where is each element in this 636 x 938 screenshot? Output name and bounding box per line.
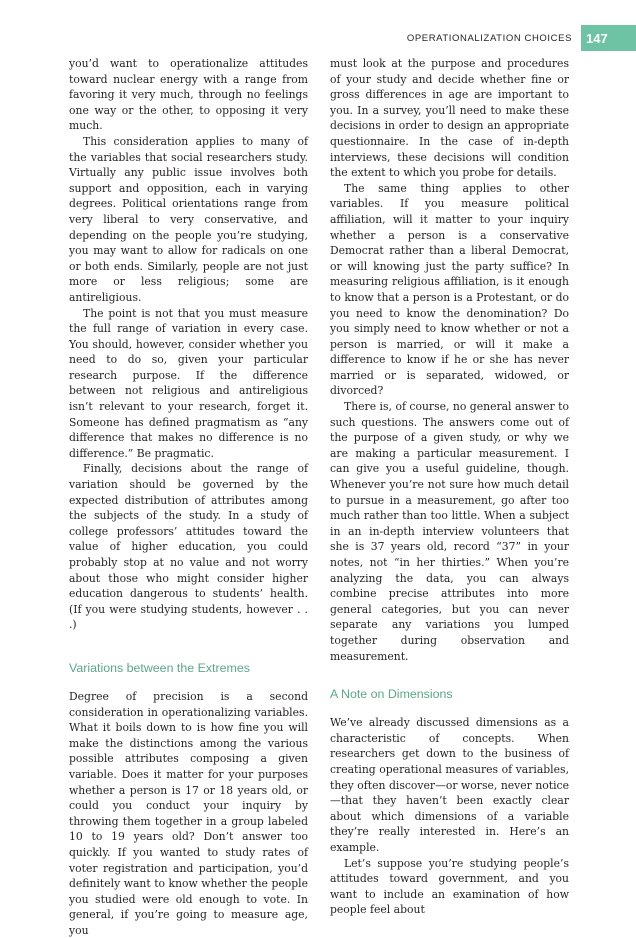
right-column (330, 56, 569, 918)
paragraph: The point is not that you must measure the full range of variation in every case. You should, however, consider whether you need to do so, given your particular research purpose. If the difference between not religious and antireligious isn’t relevant to your research, forget it. Someone has defined pragmatism as “any difference that makes no difference is no difference.” Be pragmatic. (69, 306, 308, 460)
page-header (407, 25, 636, 51)
paragraph: We’ve already discussed dimensions as a characteristic of concepts. When researchers get down to the business of creating operational measures of variables, they often discover—or worse, never notice—that they haven’t been exactly clear about which dimensions of a variable they’re really interested in. Here’s an example. (330, 716, 569, 854)
page-number: 147 (581, 25, 636, 51)
paragraph: must look at the purpose and procedures of your study and decide whether fine or gross differences in age are important to you. In a survey, you’ll need to make these decisions in order to design an appropriate questionnaire. In the case of in-depth interviews, these decisions will condition the extent to which you probe for details. (330, 57, 569, 180)
paragraph: The same thing applies to other variables. If you measure political affiliation, will it matter to your inquiry whether a person is a conservative Democrat rather than a liberal Democrat, or will knowing just the party suffice? In measuring religious affiliation, is it enough to know that a person is a Protestant, or do you need to know the denomination? Do you simply need to know whether or not a person is married, or will it make a difference to know if he or she has never married or is separated, widowed, or divorced? (330, 181, 569, 398)
paragraph: This consideration applies to many of the variables that social researchers study. Virtually any public issue involves both support and opposition, each in varying degrees. Political orientations range from very liberal to very conservative, and depending on the people you’re studying, you may want to allow for radicals on one or both ends. Similarly, people are not just more or less religious; some are antireligious. (69, 134, 308, 304)
left-column (69, 56, 308, 938)
paragraph: Degree of precision is a second consideration in operationalizing variables. What it boils down to is how fine you will make the distinctions among the various possible attributes composing a given variable. Does it matter for your purposes whether a person is 17 or 18 years old, or could you conduct your inquiry by throwing them together in a group labeled 10 to 19 years old? Don’t answer too quickly. If you wanted to study rates of voter registration and participation, you’d definitely want to know whether the people you studied were old enough to vote. In general, if you’re going to measure age, you (69, 689, 308, 937)
section-heading-variations: Variations between the Extremes (69, 660, 250, 675)
paragraph: There is, of course, no general answer to such questions. The answers come out of the purpose of a given study, or why we are making a particular measurement. I can give you a useful guideline, though. Whenever you’re not sure how much detail to pursue in a measurement, go after too much rather than too little. When a subject in an in-depth interview volunteers that she is 37 years old, record “37” in your notes, not “in her thirties.” When you’re analyzing the data, you can always combine precise attributes into more general categories, but you can never separate any variations you lumped together during observation and measurement. (330, 400, 569, 663)
paragraph: Let’s suppose you’re studying people’s attitudes toward government, and you want to include an examination of how people feel about (330, 856, 569, 917)
paragraph: Finally, decisions about the range of variation should be governed by the expected distribution of attributes among the subjects of the study. In a study of college professors’ attitudes toward the value of higher education, you could probably stop at no value and not worry about those who might consider higher education dangerous to students’ health. (If you were studying students, however . . .) (69, 462, 308, 632)
running-head: OPERATIONALIZATION CHOICES (406, 33, 572, 44)
paragraph: you’d want to operationalize attitudes toward nuclear energy with a range from favoring it very much, through no feelings one way or the other, to opposing it very much. (69, 57, 308, 133)
section-heading-dimensions: A Note on Dimensions (330, 687, 453, 702)
